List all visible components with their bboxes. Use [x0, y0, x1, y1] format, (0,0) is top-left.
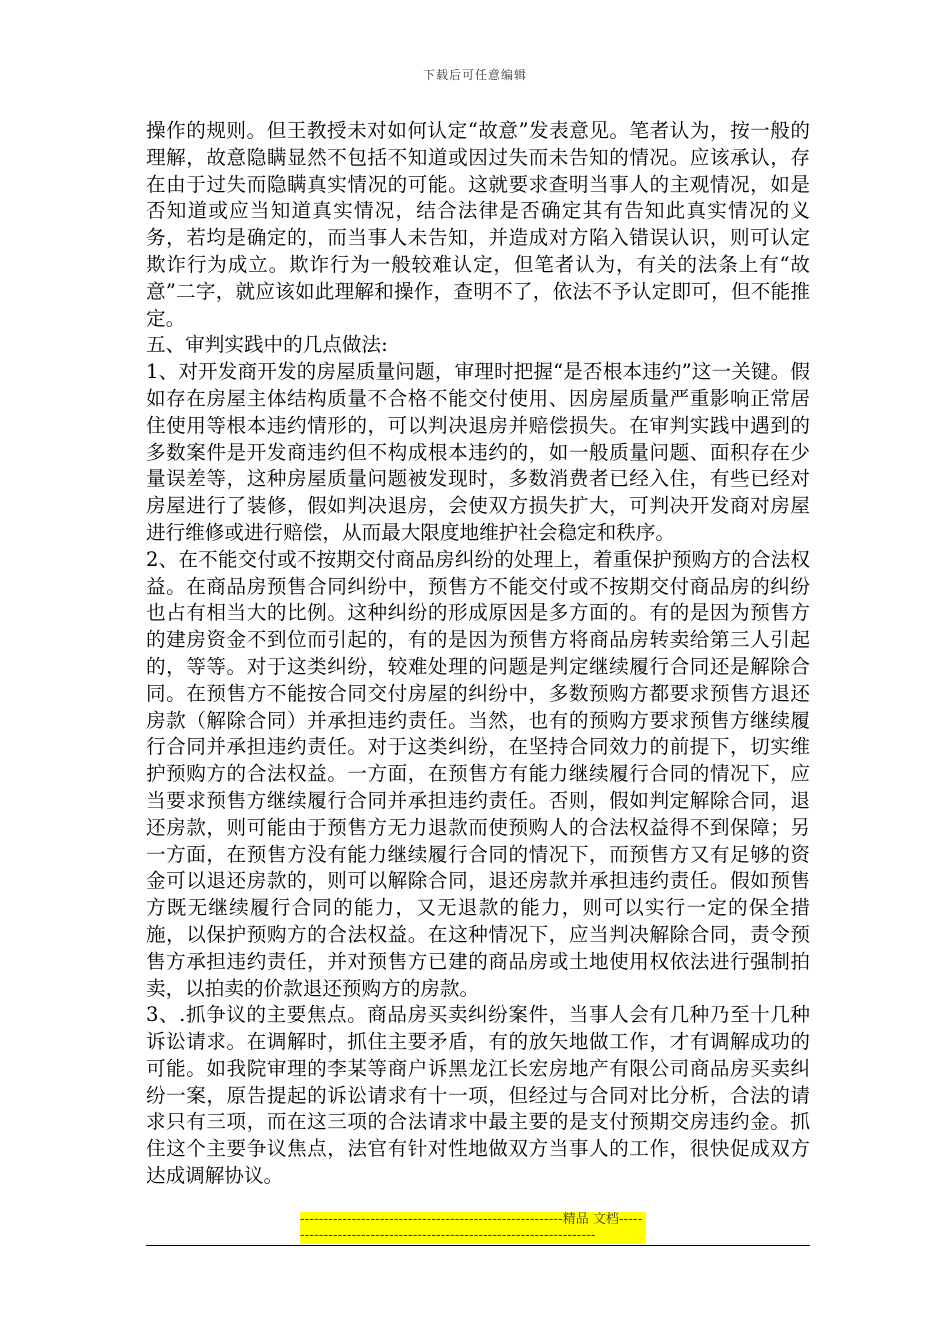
footer-watermark: --------------------------------------------------------精品 文档--------------------------------------------------------------------	[300, 1212, 646, 1244]
footer-divider	[146, 1245, 810, 1246]
document-body	[146, 118, 810, 1190]
page-header: 下载后可任意编辑	[422, 68, 527, 82]
section-heading: 五、审判实践中的几点做法:	[146, 333, 388, 357]
body-paragraph: 2、在不能交付或不按期交付商品房纠纷的处理上，着重保护预购方的合法权益。在商品房预售合同纠纷中，预售方不能交付或不按期交付商品房的纠纷也占有相当大的比例。这种纠纷的形成原因是多方面的。有的是因为预售方的建房资金不到位而引起的，有的是因为预售方将商品房转卖给第三人引起的，等等。对于这类纠纷，较难处理的问题是判定继续履行合同还是解除合同。在预售方不能按合同交付房屋的纠纷中，多数预购方都要求预售方退还房款（解除合同）并承担违约责任。当然，也有的预购方要求预售方继续履行合同并承担违约责任。对于这类纠纷，在坚持合同效力的前提下，切实维护预购方的合法权益。一方面，在预售方有能力继续履行合同的情况下，应当要求预售方继续履行合同并承担违约责任。否则，假如判定解除合同，退还房款，则可能由于预售方无力退款而使预购人的合法权益得不到保障；另一方面，在预售方没有能力继续履行合同的情况下，而预售方又有足够的资金可以退还房款的，则可以解除合同，退还房款并承担违约责任。假如预售方既无继续履行合同的能力，又无退款的能力，则可以实行一定的保全措施，以保护预购方的合法权益。在这种情况下，应当判决解除合同，责令预售方承担违约责任，并对预售方已建的商品房或土地使用权依法进行强制拍卖，以拍卖的价款退还预购方的房款。	[146, 547, 810, 1000]
body-paragraph: 3、.抓争议的主要焦点。商品房买卖纠纷案件，当事人会有几种乃至十几种诉讼请求。在调解时，抓住主要矛盾，有的放矢地做工作，才有调解成功的可能。如我院审理的李某等商户诉黑龙江长宏房地产有限公司商品房买卖纠纷一案，原告提起的诉讼请求有十一项，但经过与合同对比分析，合法的请求只有三项，而在这三项的合法请求中最主要的是支付预期交房违约金。抓住这个主要争议焦点，法官有针对性地做双方当事人的工作，很快促成双方达成调解协议。	[146, 1003, 810, 1188]
body-paragraph: 操作的规则。但王教授未对如何认定“故意”发表意见。笔者认为，按一般的理解，故意隐瞒显然不包括不知道或因过失而未告知的情况。应该承认，存在由于过失而隐瞒真实情况的可能。这就要求查明当事人的主观情况，如是否知道或应当知道真实情况，结合法律是否确定其有告知此真实情况的义务，若均是确定的，而当事人未告知，并造成对方陷入错误认识，则可认定欺诈行为成立。欺诈行为一般较难认定，但笔者认为，有关的法条上有“故意”二字，就应该如此理解和操作，查明不了，依法不予认定即可，但不能推定。	[146, 119, 810, 330]
body-paragraph: 1、对开发商开发的房屋质量问题，审理时把握“是否根本违约”这一关键。假如存在房屋主体结构质量不合格不能交付使用、因房屋质量严重影响正常居住使用等根本违约情形的，可以判决退房并赔偿损失。在审判实践中遇到的多数案件是开发商违约但不构成根本违约的，如一般质量问题、面积存在少量误差等，这种房屋质量问题被发现时，多数消费者已经入住，有些已经对房屋进行了装修，假如判决退房，会使双方损失扩大，可判决开发商对房屋进行维修或进行赔偿，从而最大限度地维护社会稳定和秩序。	[146, 360, 810, 544]
